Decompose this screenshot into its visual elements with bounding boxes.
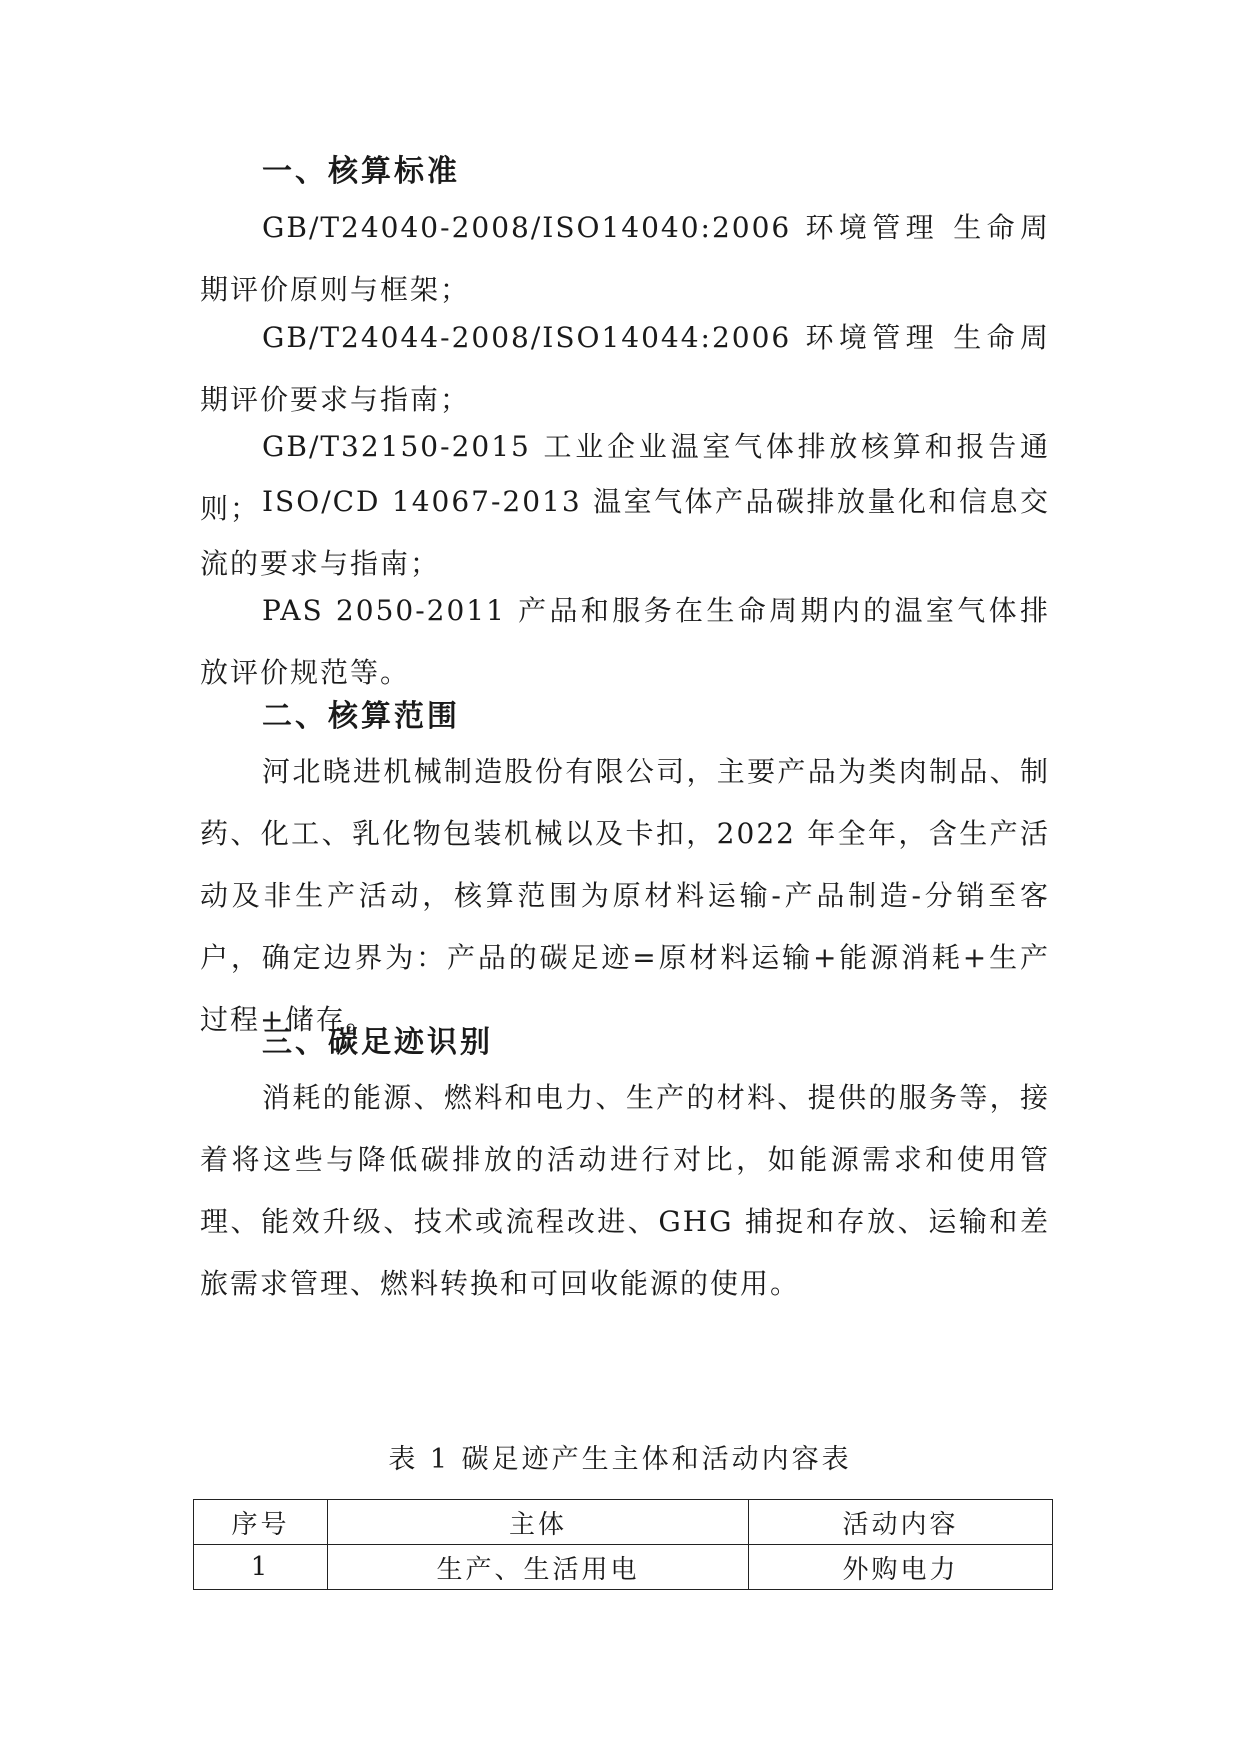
standard-gb-t24040: GB/T24040-2008/ISO14040:2006 环境管理 生命周期评价原则与框架； [200, 211, 1050, 306]
cell-index: 1 [194, 1545, 328, 1590]
standard-gb-t24044: GB/T24044-2008/ISO14044:2006 环境管理 生命周期评价要求与指南； [200, 321, 1050, 416]
section-heading-accounting-standards: 一、核算标准 [262, 154, 460, 189]
header-subject: 主体 [328, 1500, 749, 1545]
cell-activity: 外购电力 [749, 1545, 1053, 1590]
table-header-row [194, 1500, 1053, 1545]
section-heading-carbon-footprint-identification: 三、碳足迹识别 [262, 1025, 493, 1060]
header-index: 序号 [194, 1500, 328, 1545]
table-caption: 表 1 碳足迹产生主体和活动内容表 [388, 1444, 852, 1475]
cell-subject: 生产、生活用电 [328, 1545, 749, 1590]
header-activity: 活动内容 [749, 1500, 1053, 1545]
activity-table [193, 1499, 1053, 1590]
section-heading-accounting-scope: 二、核算范围 [262, 699, 460, 734]
table-row [194, 1545, 1053, 1590]
scope-paragraph: 河北晓进机械制造股份有限公司，主要产品为类肉制品、制药、化工、乳化物包装机械以及卡扣，2022 年全年，含生产活动及非生产活动，核算范围为原材料运输-产品制造-分销至客户，确定边界为：产品的碳足迹=原材料运输+能源消耗+生产过程+储存。 [200, 755, 1050, 1036]
standard-gb-t32150: GB/T32150-2015 工业企业温室气体排放核算和报告通则； [200, 430, 1050, 525]
standard-pas-2050: PAS 2050-2011 产品和服务在生命周期内的温室气体排放评价规范等。 [200, 594, 1050, 689]
identification-paragraph: 消耗的能源、燃料和电力、生产的材料、提供的服务等，接着将这些与降低碳排放的活动进行对比，如能源需求和使用管理、能效升级、技术或流程改进、GHG 捕捉和存放、运输和差旅需求管理、燃料转换和可回收能源的使用。 [200, 1081, 1050, 1300]
standard-iso-14067: ISO/CD 14067-2013 温室气体产品碳排放量化和信息交流的要求与指南； [200, 485, 1050, 580]
